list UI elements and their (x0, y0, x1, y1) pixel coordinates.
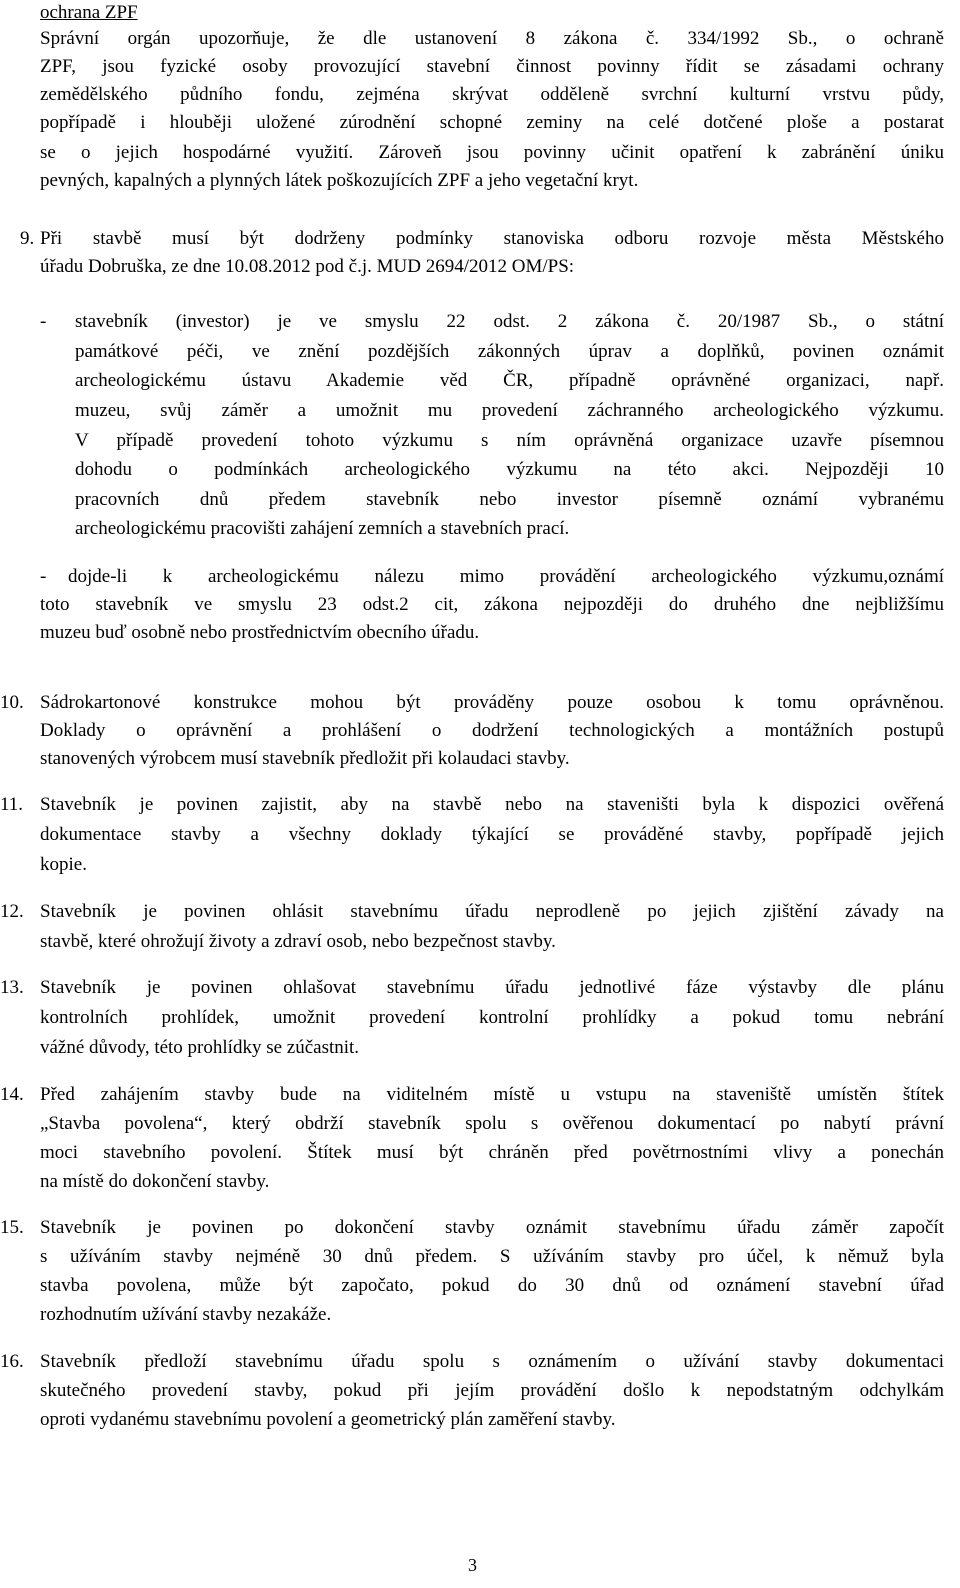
text-line: Stavebník předloží stavebnímu úřadu spolu s oznámením o užívání stavby dokumentaci (40, 1351, 944, 1372)
text-line: stavbě, které ohrožují životy a zdraví osob, nebo bezpečnost stavby. (40, 931, 556, 952)
text-line: zemědělského půdního fondu, zejména skrývat odděleně svrchní kulturní vrstvu půdy, (40, 84, 944, 105)
item-number: 15. (0, 1217, 24, 1238)
text-line: „Stavba povolena“, který obdrží stavebník spolu s ověřenou dokumentací po nabytí právní (40, 1113, 944, 1134)
item-number: 16. (0, 1351, 24, 1372)
text-line: Stavebník je povinen ohlásit stavebnímu úřadu neprodleně po jejich zjištění závady na (40, 901, 944, 922)
text-line: toto stavebník ve smyslu 23 odst.2 cit, zákona nejpozději do druhého dne nejbližšímu (40, 594, 944, 615)
section-heading-zpf: ochrana ZPF (40, 2, 138, 23)
text-line: rozhodnutím užívání stavby nezakáže. (40, 1304, 332, 1325)
text-line: Při stavbě musí být dodrženy podmínky stanoviska odboru rozvoje města Městského (40, 228, 944, 249)
text-line: ZPF, jsou fyzické osoby provozující stavební činnost povinny řídit se zásadami ochrany (40, 56, 944, 77)
item-number: 11. (0, 794, 24, 815)
item-number: 10. (0, 692, 24, 713)
text-line: Stavebník je povinen zajistit, aby na stavbě nebo na staveništi byla k dispozici ověřená (40, 794, 944, 815)
bullet-dash: - (40, 311, 47, 332)
text-line: stanovených výrobcem musí stavebník předložit při kolaudaci stavby. (40, 748, 570, 769)
text-line: muzeu buď osobně nebo prostřednictvím obecního úřadu. (40, 622, 480, 643)
text-line: se o jejich hospodárné využití. Zároveň jsou povinny učinit opatření k zabránění úniku (40, 142, 944, 163)
text-line: Správní orgán upozorňuje, že dle ustanovení 8 zákona č. 334/1992 Sb., o ochraně (40, 28, 944, 49)
text-line: Stavebník je povinen ohlašovat stavebnímu úřadu jednotlivé fáze výstavby dle plánu (40, 977, 944, 998)
page-number: 3 (468, 1555, 477, 1575)
text-line: pevných, kapalných a plynných látek poškozujících ZPF a jeho vegetační kryt. (40, 170, 639, 191)
text-line: s užíváním stavby nejméně 30 dnů předem. S užíváním stavby pro účel, k němuž byla (40, 1246, 944, 1267)
text-line: skutečného provedení stavby, pokud při jejím provádění došlo k nepodstatným odchylkám (40, 1380, 944, 1401)
text-line: kopie. (40, 854, 87, 875)
text-line: úřadu Dobruška, ze dne 10.08.2012 pod č.j. MUD 2694/2012 OM/PS: (40, 256, 575, 277)
text-line: stavba povolena, může být započato, pokud do 30 dnů od oznámení stavební úřad (40, 1275, 944, 1296)
text-line: Doklady o oprávnění a prohlášení o dodržení technologických a montážních postupů (40, 720, 944, 741)
text-line: dokumentace stavby a všechny doklady týkající se prováděné stavby, popřípadě jejich (40, 824, 944, 845)
text-line: Sádrokartonové konstrukce mohou být prováděny pouze osobou k tomu oprávněnou. (40, 692, 944, 713)
text-line: dohodu o podmínkách archeologického výzkumu na této akci. Nejpozději 10 (75, 459, 944, 480)
bullet-dash: - (40, 566, 47, 587)
text-line: V případě provedení tohoto výzkumu s ním oprávněná organizace uzavře písemnou (75, 430, 944, 451)
text-line: kontrolních prohlídek, umožnit provedení kontrolní prohlídky a pokud tomu nebrání (40, 1007, 944, 1028)
text-line: archeologickému pracovišti zahájení zemních a stavebních prací. (75, 518, 570, 539)
item-number: 9. (20, 228, 35, 249)
item-number: 12. (0, 901, 24, 922)
text-line: pracovních dnů předem stavebník nebo investor písemně oznámí vybranému (75, 489, 944, 510)
text-line: Stavebník je povinen po dokončení stavby oznámit stavebnímu úřadu záměr započít (40, 1217, 944, 1238)
text-line: moci stavebního povolení. Štítek musí být chráněn před povětrnostními vlivy a ponechán (40, 1142, 944, 1163)
text-line: oproti vydanému stavebnímu povolení a geometrický plán zaměření stavby. (40, 1409, 616, 1430)
text-line: památkové péči, ve znění pozdějších zákonných úprav a doplňků, povinen oznámit (75, 341, 944, 362)
item-number: 13. (0, 977, 24, 998)
text-line: vážné důvody, této prohlídky se zúčastnit. (40, 1037, 360, 1058)
text-line: dojde-li k archeologickému nálezu mimo provádění archeologického výzkumu,oznámí (68, 566, 944, 587)
text-line: Před zahájením stavby bude na viditelném místě u vstupu na staveniště umístěn štítek (40, 1084, 944, 1105)
text-line: stavebník (investor) je ve smyslu 22 odst. 2 zákona č. 20/1987 Sb., o státní (75, 311, 944, 332)
text-line: popřípadě i hlouběji uložené zúrodnění schopné zeminy na celé dotčené ploše a postarat (40, 112, 944, 133)
text-line: archeologickému ústavu Akademie věd ČR, případně oprávněné organizaci, např. (75, 370, 944, 391)
item-number: 14. (0, 1084, 24, 1105)
text-line: na místě do dokončení stavby. (40, 1171, 270, 1192)
text-line: muzeu, svůj záměr a umožnit mu provedení záchranného archeologického výzkumu. (75, 400, 944, 421)
